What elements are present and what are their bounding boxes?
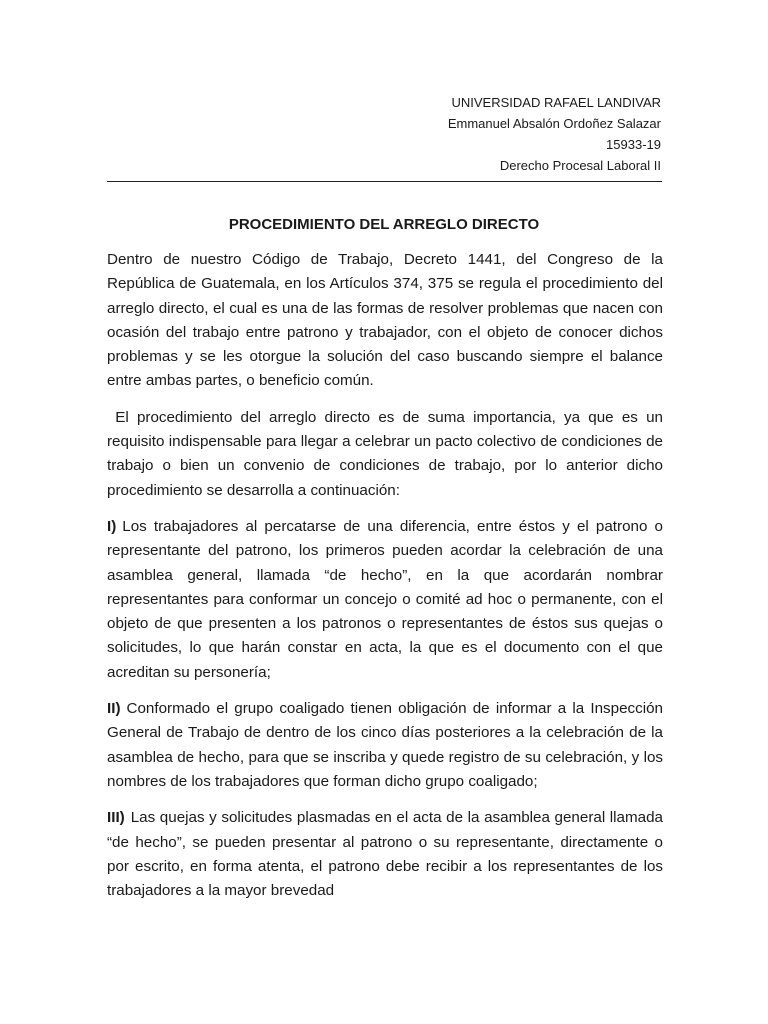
step-text: Conformado el grupo coaligado tienen obligación de informar a la Inspección General de Trabajo de dentro de los cinco días posteriores a la celebración de la asamblea de hecho, para que se inscriba y quede registro de su celebración, y los nombres de los trabajadores que forman dicho grupo coaligado; — [107, 700, 663, 790]
step-paragraph — [107, 697, 663, 794]
step-numeral: II) — [107, 700, 121, 718]
intro-paragraph: Dentro de nuestro Código de Trabajo, Decreto 1441, del Congreso de la República de Guatemala, en los Artículos 374, 375 se regula el procedimiento del arreglo directo, el cual es una de las formas de resolver problemas que nacen con ocasión del trabajo entre patrono y trabajador, con el objeto de conocer dichos problemas y se les otorgue la solución del caso buscando siempre el balance entre ambas partes, o beneficio común. — [107, 251, 663, 390]
document-body — [107, 248, 663, 915]
author-name: Emmanuel Absalón Ordoñez Salazar — [447, 116, 661, 131]
importance-text: El procedimiento del arreglo directo es de suma importancia, ya que es un requisito indispensable para llegar a celebrar un pacto colectivo de condiciones de trabajo o bien un convenio de condiciones de trabajo, por lo anterior dicho procedimiento se desarrolla a continuación: — [107, 408, 663, 499]
university-name: UNIVERSIDAD RAFAEL LANDIVAR — [451, 95, 661, 110]
step-paragraph — [107, 806, 663, 903]
student-id: 15933-19 — [606, 137, 661, 152]
course-name: Derecho Procesal Laboral II — [499, 158, 661, 173]
step-text: Los trabajadores al percatarse de una diferencia, entre éstos y el patrono o representante del patrono, los primeros pueden acordar la celebración de una asamblea general, llamada “de hecho”, en la que acordarán nombrar representantes para conformar un concejo o comité ad hoc o permanente, con el objeto de que presenten a los patronos o representantes de éstos sus quejas o solicitudes, lo que harán constar en acta, la que es el documento con el que acreditan su personería; — [107, 517, 663, 681]
step-numeral: I) — [107, 517, 117, 535]
step-numeral: III) — [107, 809, 125, 827]
importance-paragraph — [107, 406, 663, 503]
step-paragraph — [107, 515, 663, 685]
header-block — [448, 92, 661, 176]
document-title: PROCEDIMIENTO DEL ARREGLO DIRECTO — [228, 216, 540, 233]
step-text: Las quejas y solicitudes plasmadas en el acta de la asamblea general llamada “de hecho”, se pueden presentar al patrono o su representante, directamente o por escrito, en forma atenta, el patrono debe recibir a los representantes de los trabajadores a la mayor brevedad — [107, 809, 663, 900]
header-divider — [107, 181, 662, 182]
